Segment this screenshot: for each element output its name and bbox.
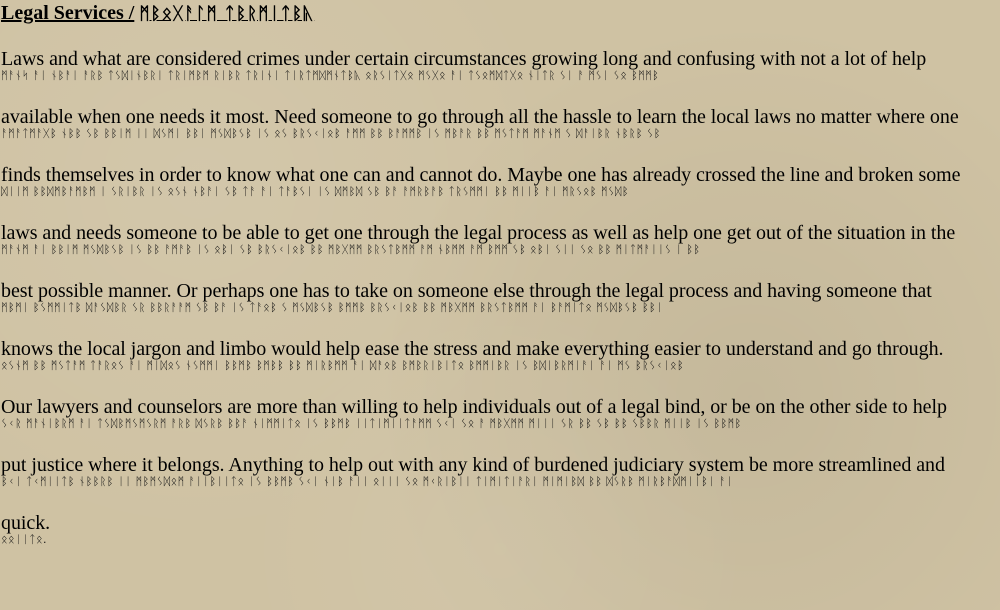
text-line-5 — [1, 280, 1000, 314]
page-title — [1, 2, 314, 25]
rune-transliteration: ᛗᛒᛗᛁ ᛒᛊᛗᛗᛁᛏᛒ ᛞᚨᛊᛞᛒᚱ ᛊᚱ ᛒᛒᚱᚨᚨᛗ ᛊᛒ ᛒᚨ ᛁᛊ ᛏᚨᛟᛒ ᛊ ᛗᛊᛞᛒᛊᛒ ᛒᛗᛗᛒ ᛒᚱᛊᚲᛁᛟᛒ ᛒᛒ ᛗᛒᚷᛗᛗ ᛒᚱᛊᛏᛒᛗᛗ ᚨᛁ ᛒᚨᛗᛁᛏᛟ ᛗᛊᛞᛒᛊᛒ ᛒᛒᛁ — [1, 302, 664, 314]
english-text: available when one needs it most. Need someone to go through all the hassle to learn the local laws no matter where one — [1, 106, 959, 128]
text-line-2 — [1, 106, 1000, 140]
english-text: put justice where it belongs. Anything to help out with any kind of burdened judiciary system be more streamlined and — [1, 454, 945, 476]
english-text: Laws and what are considered crimes under certain circumstances growing long and confusing with not a lot of help — [1, 48, 927, 70]
english-text: best possible manner. Or perhaps one has to take on someone else through the legal process and having someone that — [1, 280, 932, 302]
text-line-1 — [1, 48, 1000, 82]
rune-transliteration: ᛗᚨᚾᛗ ᚨᛁ ᛒᛒᛁᛗ ᛗᛊᛞᛒᛊᛒ ᛁᛊ ᛒᛒ ᚨᛗᚨᛒ ᛁᛊ ᛟᛒᛁ ᛊᛒ ᛒᚱᛊᚲᛁᛟᛒ ᛒᛒ ᛗᛒᚷᛗᛗ ᛒᚱᛊᛏᛒᛗᛗ ᚨᛗ ᚾᛒᛗᛗ ᚨᛗ ᛒᛗᛗ ᛊᛒ ᛟᛒᛁ ᛊᛁᛁ ᛊᛟ ᛒᛒ ᛗᛁᛏᛗᚨᛁᛁᛊ ᛁ ᛒᛒ — [1, 244, 701, 256]
english-text: Our lawyers and counselors are more than willing to help individuals out of a legal bind, or be on the other side to help — [1, 396, 947, 418]
rune-transliteration: ᛟᛟᛁᛁᛏᛟ. — [1, 534, 47, 546]
text-line-6 — [1, 338, 1000, 372]
english-text: finds themselves in order to know what one can and cannot do. Maybe one has already crossed the line and broken some — [1, 164, 961, 186]
title-runes: ᛗᛒᛟᚷᚨᛚᛗ ᛏᛒᚱᛗᛁᛏᛒᚣ — [139, 4, 315, 24]
english-text: knows the local jargon and limbo would help ease the stress and make everything easier to understand and go through. — [1, 338, 944, 360]
title-text: Legal Services / — [1, 2, 135, 24]
rune-transliteration: ᛒᚲᛁ ᛏᚲᛗᛁᛁᛏᛒ ᚾᛒᛒᚱᛒ ᛁᛁ ᛗᛒᛗᛊᛞᛟᛗ ᚨᛁᛁᛒᛁᛁᛏᛟ ᛁᛊ ᛒᛒᛗᛒ ᛊᚲᛁ ᚾᛁᛒ ᚨᛁᛁ ᛟᛁᛁᛁ ᛊᛟ ᛗᚲᚱᛁᛒᛁᛁ ᛏᛁᛗᛁᛏᛁᚨᚱᛁ ᛗᛁᛗᛁᛒᛞ ᛒᛒ ᛞᛊᚱᛒ ᛗᛁᚱᛒᚨᛞᛗᛁᛁᛒᛁ ᚨᛁ — [1, 476, 734, 488]
rune-transliteration: ᛞᛁᛁᛗ ᛒᛒᛞᛗᛒᚨᛗᛒᛗ ᛁ ᛊᚱᛁᛒᚱ ᛁᛊ ᛟᛊᚾ ᚾᛒᚨᛁ ᛊᛒ ᛏᚨ ᚨᛁ ᛏᚨᛒᛊᛁ ᛁᛊ ᛞᛗᛒᛞ ᛊᛒ ᛒᚨ ᚨᛗᚱᛒᚨᛒ ᛏᚱᛊᛗᛗᛁ ᛒᛒ ᛗᛁᛁᛒ ᚨᛁ ᛗᚱᛊᛟᛒ ᛗᛊᛞᛒ — [1, 186, 629, 198]
text-line-3 — [1, 164, 1000, 198]
english-text: laws and needs someone to be able to get one through the legal process as well as help one get out of the situation in the — [1, 222, 956, 244]
text-line-4 — [1, 222, 1000, 256]
text-line-9 — [1, 512, 1000, 546]
text-line-8 — [1, 454, 1000, 488]
rune-transliteration: ᛟᛊᚾᛗ ᛒᛒ ᛗᛊᛏᚨᛗ ᛏᚨᚱᛟᛊ ᚨᛁ ᛗᛁᛞᛟᛊ ᚾᛊᛗᛗᛁ ᛒᛒᛗᛒ ᛒᛗᛒᛒ ᛒᛒ ᛗᛁᚱᛒᛗᛗ ᚨᛁ ᛞᚨᛟᛒ ᛒᛗᛒᚱᛁᛒᛁᛏᛟ ᛒᛗᛗᛁᛒᚱ ᛁᛊ ᛒᛞᛁᛒᚱᛗᛁᚨᛁ ᚨᛁ ᛗᛊ ᛒᚱᛊᚲᛁᛟᛒ — [1, 360, 685, 372]
rune-transliteration: ᚨᛗᚨᛏᛗᚨᚷᛒ ᚾᛒᛒ ᛊᛒ ᛒᛒᛁᛗ ᛁᛁ ᛞᛊᛗᛁ ᛒᛒᛁ ᛗᛊᛞᛒᛊᛒ ᛁᛊ ᛟᛊ ᛒᚱᛊᚲᛁᛟᛒ ᚨᛗᛗ ᛒᛒ ᛒᚨᛗᛗᛒ ᛁᛊ ᛗᛒᚨᚱ ᛒᛒ ᛗᛊᛏᚨᛗ ᛗᚨᚾᛗ ᛊ ᛞᚨᛁᛒᚱ ᚾᛒᚱᛒ ᛊᛒ — [1, 128, 661, 140]
rune-transliteration: ᛊᚲᚱ ᛗᚨᚾᛁᛒᚱᛗ ᚨᛁ ᛏᛊᛞᛒᛗᛊᛗᛊᚱᛗ ᚨᚱᛒ ᛞᛊᚱᛒ ᛒᛒᚨ ᚾᛁᛗᛗᛁᛏᛟ ᛁᛊ ᛒᛒᛗᛒ ᛁᛁᛏᛁᛗᛁᛁᛏᚨᛗᛗ ᛊᚲᛁ ᛊᛟ ᚨ ᛗᛒᚷᛗᛗ ᛗᛁᛁᛁ ᛊᚱ ᛒᛒ ᛊᛒ ᛒᛒ ᛊᛒᛒᚱ ᛗᛁᛁᛒ ᛁᛊ ᛒᛒᛗᛒ — [1, 418, 742, 430]
english-text: quick. — [1, 512, 51, 534]
rune-transliteration: ᛗᚨᚾᛋ ᚨᛁ ᚾᛒᚨᛁ ᚨᚱᛒ ᛏᛊᛞᛁᚾᛒᚱᛁ ᛏᚱᛁᛗᛒᛗ ᚱᛁᛒᚱ ᛏᚱᛁᚾᛁ ᛏᛁᚱᛏᛗᛞᛗᚾᛏᛒᚣ ᛟᚱᛊᛁᛏᚷᛟ ᛗᛊᚷᛟ ᚨᛁ ᛏᛊᛟᛗᛞᛏᚷᛟ ᚾᛁᛏᚱ ᛊᛁ ᚨ ᛗᛊᛁ ᛊᛟ ᛒᛗᛗᛒ — [1, 70, 660, 82]
text-line-7 — [1, 396, 1000, 430]
